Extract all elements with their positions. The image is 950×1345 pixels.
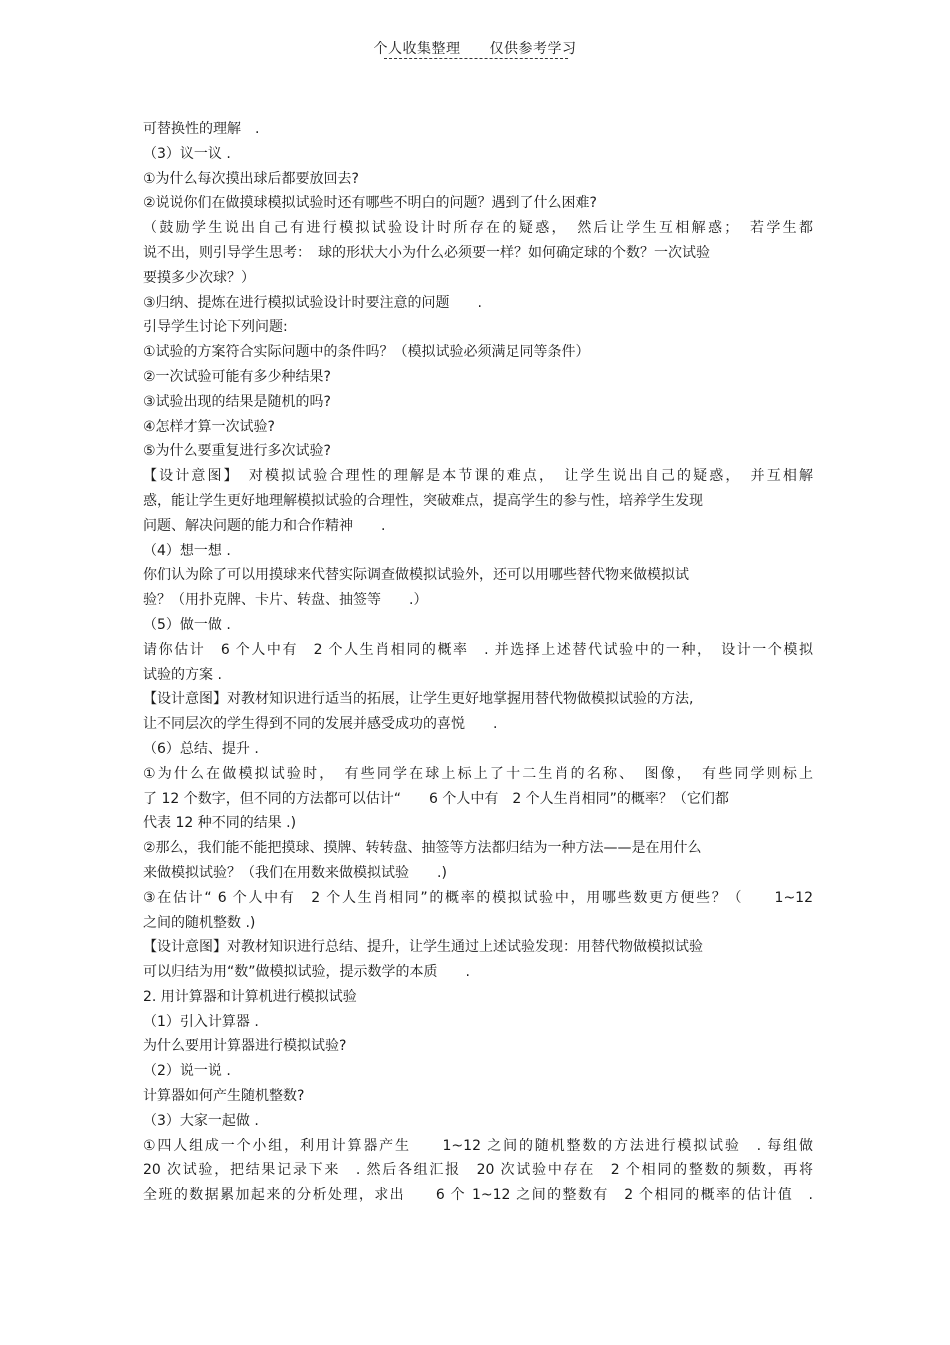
text-line: ②一次试验可能有多少种结果? — [143, 368, 331, 385]
text-line: ③在估计“ 6 个人中有 2 个人生肖相同”的概率的模拟试验中，用哪些数更方便些？（ 1~12 — [143, 889, 813, 906]
text-line: 【设计意图】对教材知识进行适当的拓展，让学生更好地掌握用替代物做模拟试验的方法, — [143, 691, 694, 708]
text-line: 为什么要用计算器进行模拟试验? — [143, 1038, 347, 1055]
text-line: 让不同层次的学生得到不同的发展并感受成功的喜悦 . — [143, 716, 498, 733]
text-line: 可替换性的理解 . — [143, 121, 260, 137]
text-line: 引导学生讨论下列问题: — [143, 319, 288, 336]
text-line: 试验的方案 . — [143, 666, 222, 683]
text-line: ④怎样才算一次试验? — [143, 418, 275, 435]
text-line: （鼓励学生说出自己有进行模拟试验设计时所存在的疑惑， 然后让学生互相解惑； 若学生都 — [143, 220, 813, 237]
text-line: ②那么，我们能不能把摸球、摸牌、转转盘、抽签等方法都归结为一种方法——是在用什么 — [143, 840, 702, 857]
text-line: 全班的数据累加起来的分析处理，求出 6 个 1~12 之间的整数有 2 个相同的概率的估计值 . — [143, 1187, 813, 1204]
text-line: ⑤为什么要重复进行多次试验? — [143, 443, 331, 460]
text-line: 2. 用计算器和计算机进行模拟试验 — [143, 988, 357, 1005]
header-left-text: 个人收集整理 — [373, 41, 461, 57]
text-line: 来做模拟试验？（我们在用数来做模拟试验 .) — [143, 864, 447, 881]
text-line: 【设计意图】 对模拟试验合理性的理解是本节课的难点， 让学生说出自己的疑惑， 并互相解 — [143, 468, 813, 485]
text-line: ③试验出现的结果是随机的吗? — [143, 393, 331, 410]
text-line: （5）做一做 . — [143, 616, 231, 633]
document-body — [143, 117, 813, 1208]
text-line: 计算器如何产生随机整数? — [143, 1088, 305, 1105]
text-line: 惑，能让学生更好地理解模拟试验的合理性，突破难点，提高学生的参与性，培养学生发现 — [143, 492, 703, 509]
text-line: （3）大家一起做 . — [143, 1112, 259, 1129]
text-line: （1）引入计算器 . — [143, 1013, 259, 1030]
text-line: 代表 12 种不同的结果 .) — [143, 815, 297, 832]
text-line: ①试验的方案符合实际问题中的条件吗？（模拟试验必须满足同等条件） — [143, 344, 590, 361]
text-line: 了 12 个数字，但不同的方法都可以估计“ 6 个人中有 2 个人生肖相同”的概率？（它们都 — [143, 790, 729, 807]
text-line: 可以归结为用“数”做模拟试验，提示数学的本质 . — [143, 964, 470, 981]
text-line: （6）总结、提升 . — [143, 740, 259, 757]
text-line: 验？（用扑克牌、卡片、转盘、抽签等 .） — [143, 592, 428, 609]
text-line: ③归纳、提炼在进行模拟试验设计时要注意的问题 . — [143, 294, 482, 311]
text-line: ①为什么每次摸出球后都要放回去? — [143, 170, 359, 187]
text-line: 【设计意图】对教材知识进行总结、提升，让学生通过上述试验发现：用替代物做模拟试验 — [143, 939, 703, 956]
text-line: 要摸多少次球？） — [143, 269, 255, 286]
page-header — [0, 38, 950, 58]
header-divider — [384, 58, 568, 59]
text-line: 之间的随机整数 .) — [143, 914, 256, 931]
text-line: 问题、解决问题的能力和合作精神 . — [143, 517, 386, 534]
text-line: 20 次试验，把结果记录下来 . 然后各组汇报 20 次试验中存在 2 个相同的整数的频数，再将 — [143, 1162, 813, 1179]
text-line: （3）议一议 . — [143, 145, 231, 162]
header-right-text: 仅供参考学习 — [489, 41, 577, 57]
text-line: 请你估计 6 个人中有 2 个人生肖相同的概率 . 并选择上述替代试验中的一种， 设计一个模拟 — [143, 641, 813, 658]
text-line: 你们认为除了可以用摸球来代替实际调查做模拟试验外，还可以用哪些替代物来做模拟试 — [143, 567, 689, 584]
text-line: （2）说一说 . — [143, 1063, 231, 1080]
text-line: ①为什么在做模拟试验时， 有些同学在球上标上了十二生肖的名称、 图像， 有些同学则标上 — [143, 765, 813, 782]
text-line: ②说说你们在做摸球模拟试验时还有哪些不明白的问题？遇到了什么困难? — [143, 195, 597, 212]
text-line: 说不出，则引导学生思考： 球的形状大小为什么必须要一样？如何确定球的个数？一次试验 — [143, 244, 710, 261]
text-line: （4）想一想 . — [143, 542, 231, 559]
text-line: ①四人组成一个小组，利用计算器产生 1~12 之间的随机整数的方法进行模拟试验 . 每组做 — [143, 1137, 813, 1154]
